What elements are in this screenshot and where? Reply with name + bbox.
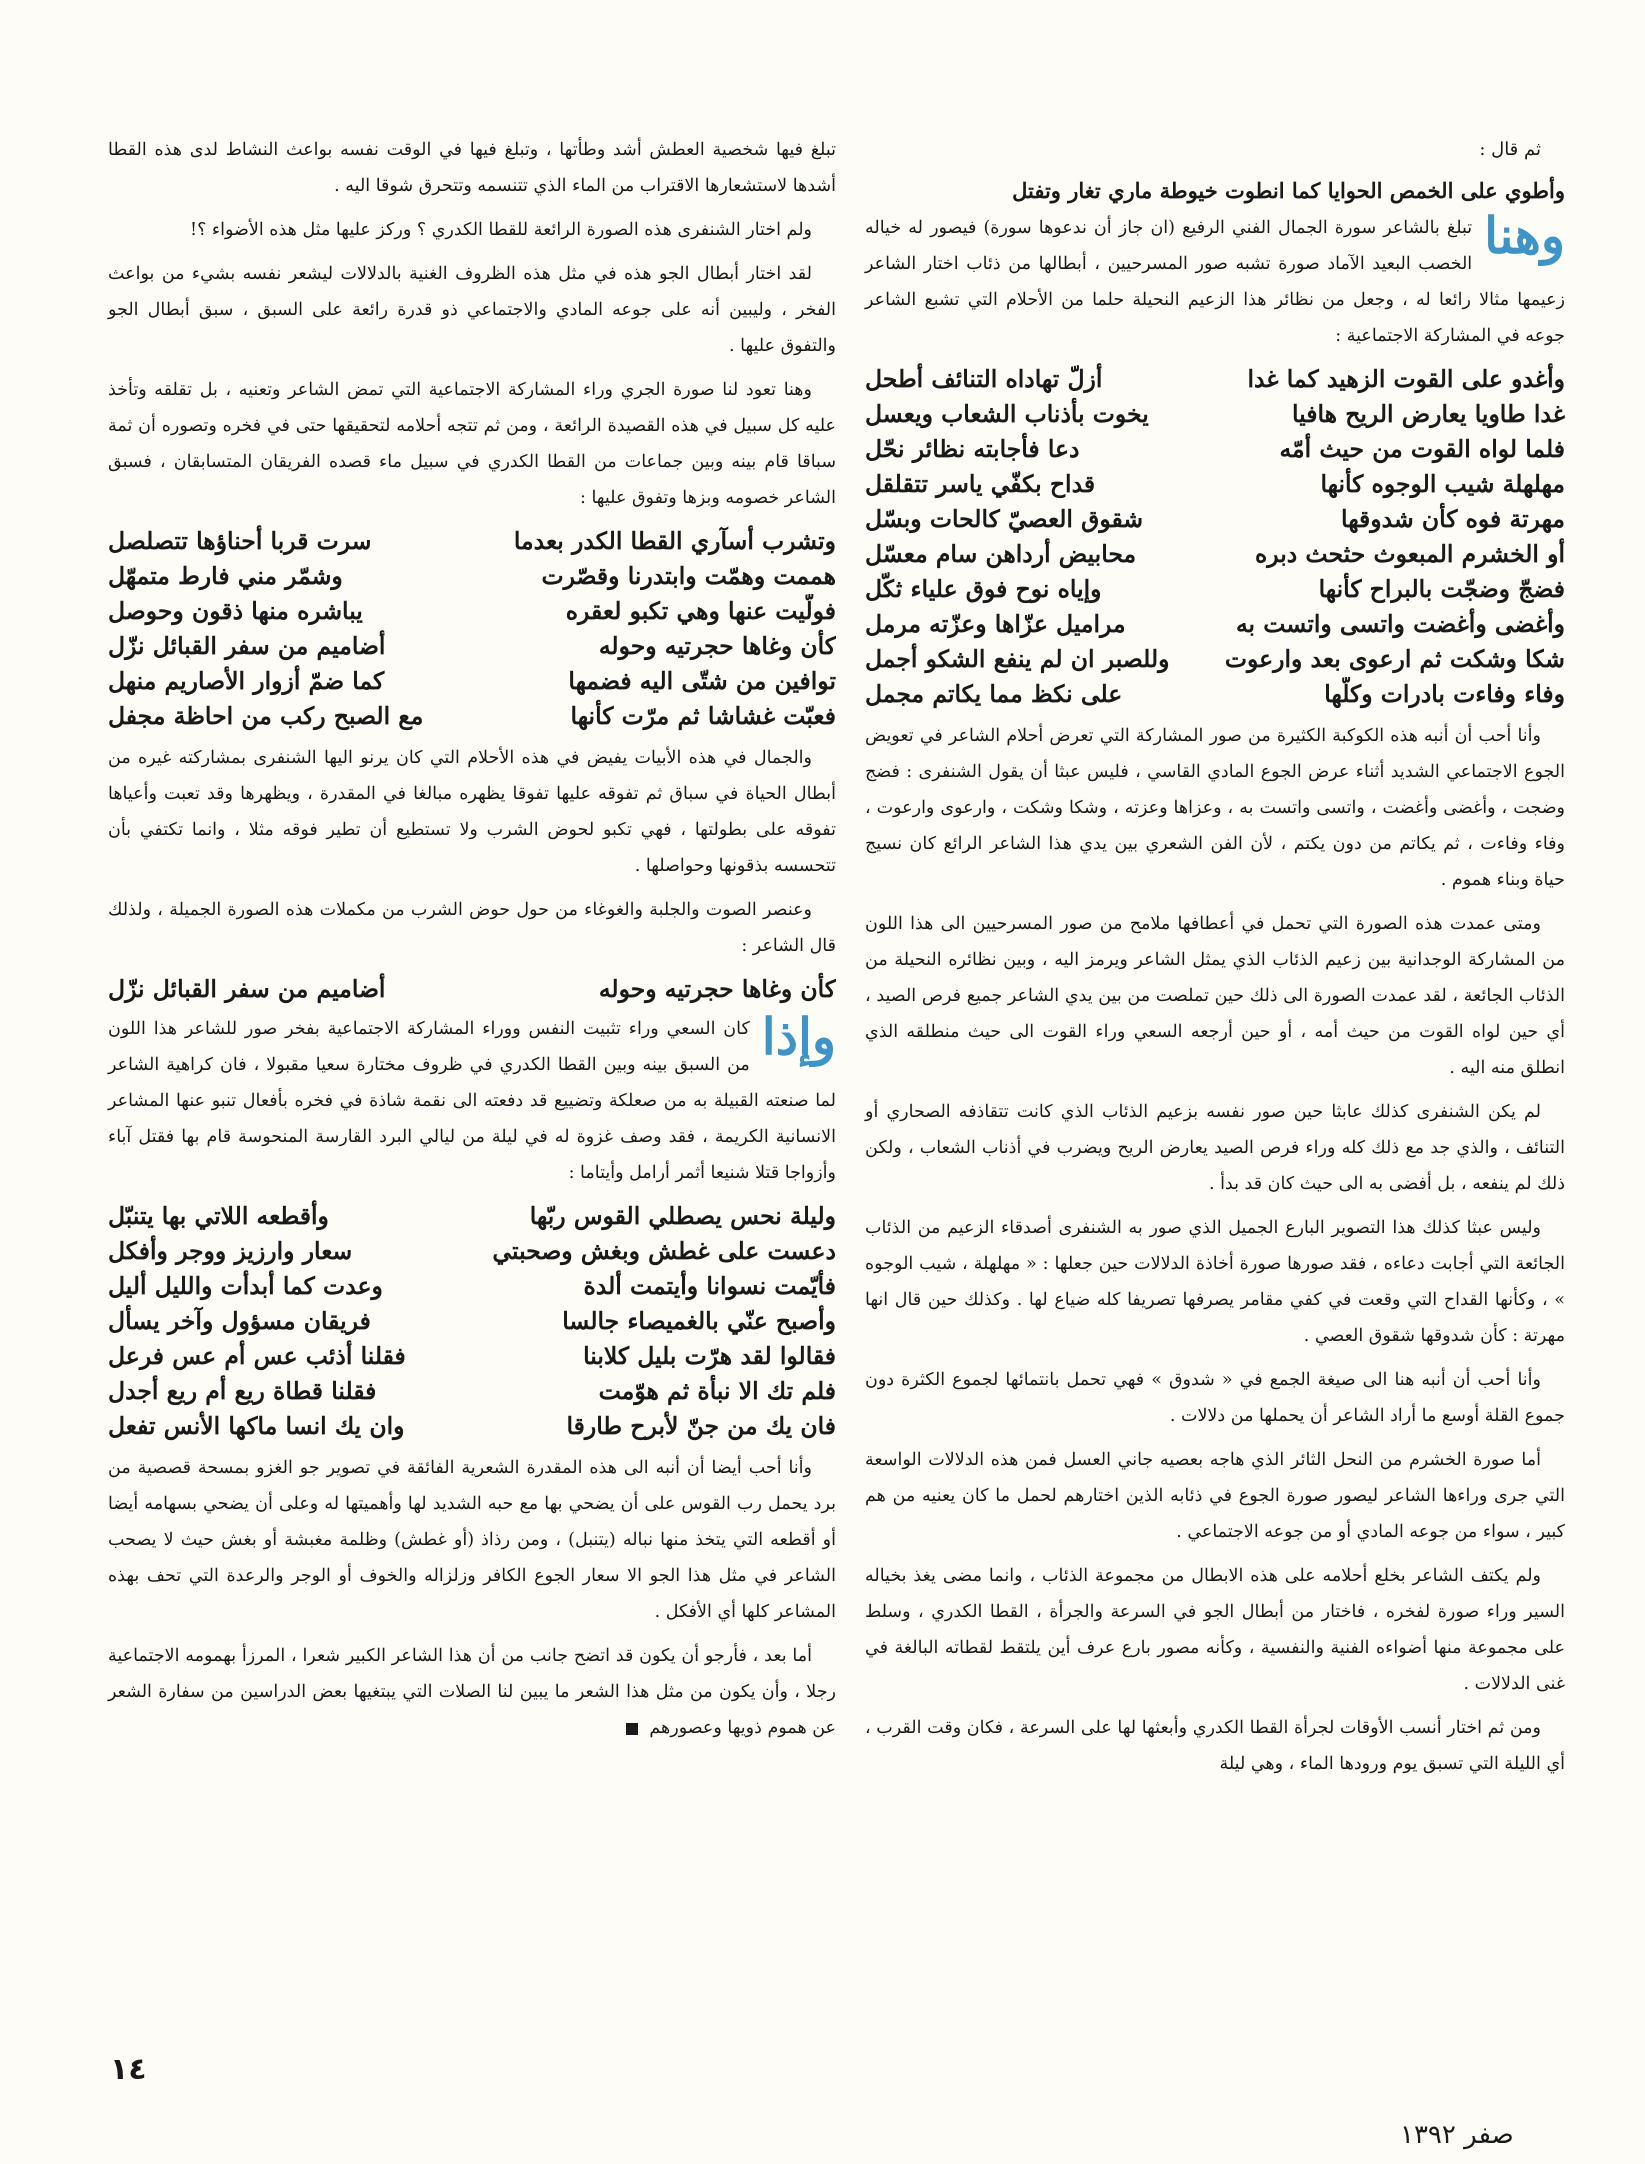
- paragraph: والجمال في هذه الأبيات يفيض في هذه الأحلام التي كان يرنو اليها الشنفرى بمشاركته غيره من أبطال الحياة في سباق ثم تفوقه عليها تفوقا يظهره مبالغا في المقدرة ، ويظهرها وقد تعبت وأعياها تفوقه على بطولتها ، فهي تكبو لحوض الشرب ولا تستطيع أن تطير فوقه مثلا ، وانما تكتفي بأن تتحسسه بذقونها وحواصلها .: [108, 748, 836, 876]
- intro-text: ثم قال :: [1479, 139, 1541, 160]
- poem-verse: [865, 607, 1565, 642]
- hemistich-first: فقالوا لقد هرّت بليل كلابنا: [583, 1342, 836, 1370]
- end-mark-icon: [626, 1723, 638, 1735]
- paragraph: وأنا أحب أن أنبه هذه الكوكبة الكثيرة من صور المشاركة التي تعرض أحلام الشاعر في تعويض الجوع الاجتماعي الشديد أثناء عرض الجوع المادي القاسي ، فليس عبثا أن يقول الشنفرى : فضج وضجت ، وأغضى وأغضت ، واتسى واتست به ، وعزاها وعزته ، وشكا وشكت ، وارعوى وارعوت ، وفاء وفاءت ، ثم يكاتم من دون يكتم ، لأن الفن الشعري بين يدي هذا الشاعر الرائع كان نسيج حياة وبناء هموم .: [865, 726, 1565, 890]
- hemistich-second: وللصبر ان لم ينفع الشكو أجمل: [865, 645, 1170, 673]
- quoted-verse: [108, 972, 836, 1007]
- paragraph: وأنا أحب أن أنبه هنا الى صيغة الجمع في « شدوق » فهي تحمل بانتمائها لجموع الكثرة دون جموع القلة أوسع ما أراد الشاعر أن يحملها من دلالات .: [865, 1370, 1565, 1426]
- poem-verse: [865, 642, 1565, 677]
- hemistich-second: أضاميم من سفر القبائل نزّل: [108, 632, 386, 660]
- poem-verse: [108, 629, 836, 664]
- paragraph: وعنصر الصوت والجلبة والغوغاء من حول حوض الشرب من مكملات هذه الصورة الجميلة ، ولذلك قال الشاعر :: [108, 900, 836, 956]
- hemistich-first: توافين من شتّى اليه فضمها: [568, 667, 836, 695]
- hemistich-second: يخوت بأذناب الشعاب ويعسل: [865, 400, 1149, 428]
- paragraph: [865, 206, 1565, 354]
- paragraph: ولم اختار الشنفرى هذه الصورة الرائعة للقطا الكدري ؟ وركز عليها مثل هذه الأضواء ؟!: [190, 220, 812, 240]
- hemistich-second: وإياه نوح فوق علياء ثكّل: [865, 575, 1102, 603]
- paragraph: ولم يكتف الشاعر بخلع أحلامه على هذه الابطال من مجموعة الذئاب ، وانما مضى يغذ بخياله السير وراء صورة لفخره ، فاختار من أبطال الجو في السرعة والجرأة ، القطا الكدري ، وسلط على مجموعة منها أضواءه الفنية والنفسية ، وكأنه مصور بارع عرف أين يلتقط لقطاته البالغة في غنى الدلالات .: [865, 1566, 1565, 1694]
- hemistich-second: كما ضمّ أزوار الأصاريم منهل: [108, 667, 385, 695]
- drop-word-wahuna: وهنا: [1484, 206, 1565, 265]
- poem-verse: [865, 537, 1565, 572]
- poem-verse: [108, 594, 836, 629]
- poem-verse: [108, 1234, 836, 1269]
- poem-verse: [108, 1409, 836, 1444]
- poem-verse: [108, 1374, 836, 1409]
- drop-word-wa-itha: وإذا: [761, 1007, 836, 1066]
- poem-verse: [865, 502, 1565, 537]
- hemistich-first: فضجّ وضجّت بالبراح كأنها: [1318, 575, 1565, 603]
- hemistich-first: وفاء وفاءت بادرات وكلّها: [1324, 680, 1565, 708]
- paragraph-text: كان السعي وراء تثبيت النفس ووراء المشاركة الاجتماعية بفخر صور للشاعر هذا اللون من السبق بينه وبين القطا الكدري في ظروف مختارة سعيا مقبولا ، فان كراهية الشاعر لما صنعته القبيلة به من صعلكة وتضييع قد دفعته الى نقمة شاذة في فخره بأفعال تنبو عنها المشاعر الانسانية الكريمة ، فقد وصف غزوة له في ليلة من ليالي البرد القارسة المنحوسة قام بها فقتل آباء وأزواجا قتلا شنيعا أثمر أرامل وأيتاما :: [108, 1019, 836, 1183]
- poem-verse: [108, 559, 836, 594]
- poem-verse: [108, 1304, 836, 1339]
- hemistich-first: أو الخشرم المبعوث حثحث دبره: [1254, 540, 1565, 568]
- hemistich-first: فلم تك الا نبأة ثم هوّمت: [598, 1377, 836, 1405]
- poem-ghazwa: [108, 1199, 836, 1444]
- paragraph: أما صورة الخشرم من النحل الثائر الذي هاجه بعصيه جاني العسل فمن هذه الدلالات الواسعة التي جرى وراءها الشاعر ليصور صورة الجوع في ذئابه الذين اختارهم لحمل ما كان يعنيه من هم كبير ، سواء من جوعه المادي أو من جوعه الاجتماعي .: [865, 1450, 1565, 1542]
- poem-dhiab: [865, 362, 1565, 712]
- hemistich-first: مهرتة فوه كأن شدوقها: [1341, 505, 1565, 533]
- poem-verse: [865, 432, 1565, 467]
- hemistich-second: فريقان مسؤول وآخر يسأل: [108, 1307, 371, 1335]
- hemistich-second: فقلنا قطاة ريع أم ريع أجدل: [108, 1377, 377, 1405]
- hemistich-first: فعبّت غشاشا ثم مرّت كأنها: [570, 702, 836, 730]
- hemistich-first: فأيّمت نسوانا وأيتمت ألدة: [583, 1272, 836, 1300]
- poem-verse: [865, 397, 1565, 432]
- right-column: [865, 132, 1565, 1790]
- paragraph: [108, 1007, 836, 1191]
- hemistich-first: وأغدو على القوت الزهيد كما غدا: [1247, 365, 1565, 393]
- hemistich-first: وتشرب أسآري القطا الكدر بعدما: [513, 527, 836, 555]
- hemistich-first: وليلة نحس يصطلي القوس ربّها: [529, 1202, 836, 1230]
- paragraph: لقد اختار أبطال الجو هذه في مثل هذه الظروف الغنية بالدلالات ليشعر نفسه بشيء من بواعث الفخر ، وليبين أنه على جوعه المادي والاجتماعي ذو قدرة رائعة على السبق ، سبق أبطال الجو والتفوق عليها .: [108, 264, 836, 356]
- hemistich-second: أضاميم من سفر القبائل نزّل: [108, 975, 386, 1003]
- hemistich-second: يباشره منها ذقون وحوصل: [108, 597, 363, 625]
- hemistich-first: مهلهلة شيب الوجوه كأنها: [1320, 470, 1565, 498]
- hemistich-first: فولّيت عنها وهي تكبو لعقره: [565, 597, 836, 625]
- poem-qata: [108, 524, 836, 734]
- hemistich-second: سرت قربا أحناؤها تتصلصل: [108, 527, 372, 555]
- hemistich-first: دعست على غطش وبغش وصحبتي: [492, 1237, 836, 1265]
- verse-line: وأطوي على الخمص الحوايا كما انطوت خيوطة ماري تغار وتفتل: [1012, 178, 1565, 203]
- poem-verse: [865, 677, 1565, 712]
- hemistich-second: مراميل عزّاها وعزّته مرمل: [865, 610, 1126, 638]
- paragraph: وهنا تعود لنا صورة الجري وراء المشاركة الاجتماعية التي تمض الشاعر وتعنيه ، بل تقلقه وتأخذ عليه كل سبيل في هذه القصيدة الرائعة ، ومن ثم تتجه أحلامه لتحقيقها حتى في فخره وتصوره أن ثمة سباقا قام بينه وبين جماعات من القطا الكدري في سبيل ماء قصده الفريقان المتسابقان ، فسبق الشاعر خصومه وبزها وتفوق عليها :: [108, 380, 836, 508]
- hemistich-second: مع الصبح ركب من احاظة مجفل: [108, 702, 424, 730]
- poem-verse: [865, 362, 1565, 397]
- hemistich-second: قداح بكفّي ياسر تتقلقل: [865, 470, 1096, 498]
- paragraph: ومن ثم اختار أنسب الأوقات لجرأة القطا الكدري وأبعثها لها على السرعة ، فكان وقت القرب ، أي الليلة التي تسبق يوم ورودها الماء ، وهي ليلة: [865, 1718, 1565, 1774]
- issue-date: صفر ١٣٩٢: [1400, 2120, 1514, 2150]
- poem-verse: [108, 1199, 836, 1234]
- poem-verse: [108, 1339, 836, 1374]
- paragraph: وليس عبثا كذلك هذا التصوير البارع الجميل الذي صور به الشنفرى أصدقاء الزعيم من الذئاب الجائعة التي أجابت دعاءه ، فقد صورها صورة أخاذة الدلالات حين جعلها : « مهلهلة ، شيب الوجوه » ، وكأنها القداح التي وقعت في كفي مقامر يصرفها تصريفا كله ضياع لها . وكذلك حين قال انها مهرتة : كأن شدوقها شقوق العصي .: [865, 1218, 1565, 1346]
- hemistich-first: شكا وشكت ثم ارعوى بعد وارعوت: [1224, 645, 1565, 673]
- paragraph: لم يكن الشنفرى كذلك عابثا حين صور نفسه بزعيم الذئاب الذي كانت تتقاذفه الصحاري أو التنائف ، والذي جد مع ذلك كله وراء فرص الصيد يعارض الريح ويضرب في أذناب الشعاب ، ولكن ذلك لم ينفعه ، بل أفضى به الى حيث كان قد بدأ .: [865, 1102, 1565, 1194]
- hemistich-first: وأغضى وأغضت واتسى واتست به: [1235, 610, 1565, 638]
- hemistich-first: هممت وهمّت وابتدرنا وقصّرت: [541, 562, 836, 590]
- paragraph-text: تبلغ بالشاعر سورة الجمال الفني الرفيع (ان جاز أن ندعوها سورة) فيصور له خياله الخصب البعيد الآماد صورة تشبه صور المسرحيين ، أبطالها من ذئاب اختار الشاعر زعيمها مثالا رائعا له ، وجعل من نظائر هذا الزعيم النحيلة حلما من الأحلام التي تشبع الشاعر جوعه في المشاركة الاجتماعية :: [865, 218, 1565, 346]
- paragraph: تبلغ فيها شخصية العطش أشد وطأتها ، وتبلغ فيها في الوقت نفسه بواعث النشاط لدى هذه القطا أشدها لاستشعارها الاقتراب من الماء الذي تتنسمه وتتحرق شوقا اليه .: [108, 140, 836, 196]
- hemistich-second: محابيض أرداهن سام معسّل: [865, 540, 1137, 568]
- hemistich-second: وشمّر مني فارط متمهّل: [108, 562, 343, 590]
- paragraph-text: أما بعد ، فأرجو أن يكون قد اتضح جانب من أن هذا الشاعر الكبير شعرا ، المرزأ بهمومه الاجتماعية رجلا ، وأن يكون من مثل هذا الشعر ما يبين لنا الصلات التي يبتغيها بعض الدراسين من سفارة الشعر عن هموم ذويها وعصورهم: [108, 1646, 836, 1738]
- paragraph: ومتى عمدت هذه الصورة التي تحمل في أعطافها ملامح من صور المسرحيين الى هذا اللون من المشاركة الوجدانية بين زعيم الذئاب الذي يمثل الشاعر ويرمز اليه ، وبين نظائره النحيلة من الذئاب الجائعة ، لقد عمدت الصورة الى ذلك حين تملصت من بين يدي الشاعر جميع فرص الصيد ، أي حين لواه القوت من حيث أمه ، أو حين أرجعه السعي وراء القوت الى حيث منطلقه الذي انطلق منه اليه .: [865, 914, 1565, 1078]
- hemistich-first: فلما لواه القوت من حيث أمّه: [1279, 435, 1565, 463]
- hemistich-first: غدا طاويا يعارض الريح هافيا: [1292, 400, 1565, 428]
- hemistich-second: وعدت كما أبدأت والليل أليل: [108, 1272, 383, 1300]
- hemistich-first: كأن وغاها حجرتيه وحوله: [598, 632, 836, 660]
- hemistich-second: فقلنا أذئب عس أم عس فرعل: [108, 1342, 406, 1370]
- poem-verse: [865, 572, 1565, 607]
- poem-verse: [108, 664, 836, 699]
- poem-verse: [108, 524, 836, 559]
- hemistich-second: دعا فأجابته نظائر نحّل: [865, 435, 1080, 463]
- hemistich-second: وأقطعه اللاتي بها يتنبّل: [108, 1202, 329, 1230]
- paragraph: وأنا أحب أيضا أن أنبه الى هذه المقدرة الشعرية الفائقة في تصوير جو الغزو بمسحة قصصية من برد يحمل رب القوس على أن يضحي بها مع حبه الشديد لها وأهميتها له وعلى أن يضحي بسهامه أيضا أو أقطعه التي يتخذ منها نباله (يتنبل) ، ومن رذاذ (أو غطش) وظلمة مغبشة أو بغش حيث لا يصحب الشاعر في مثل هذا الجو الا سعار الجوع الكافر وزلزاله والخوف أو الوجر والرعدة التي تحف بهذه المشاعر كلها أي الأفكل .: [108, 1458, 836, 1622]
- page-number: ١٤: [110, 2052, 147, 2087]
- poem-verse: [865, 467, 1565, 502]
- hemistich-second: على نكظ مما يكاتم مجمل: [865, 680, 1123, 708]
- left-column: [108, 132, 836, 1754]
- hemistich-first: فان يك من جنّ لأبرح طارقا: [566, 1412, 836, 1440]
- hemistich-first: كأن وغاها حجرتيه وحوله: [598, 975, 836, 1003]
- hemistich-first: وأصبح عنّي بالغميصاء جالسا: [562, 1307, 836, 1335]
- poem-verse: [108, 699, 836, 734]
- hemistich-second: شقوق العصيّ كالحات وبسّل: [865, 505, 1144, 533]
- hemistich-second: وان يك انسا ماكها الأنس تفعل: [108, 1412, 405, 1440]
- poem-verse: [108, 1269, 836, 1304]
- hemistich-second: أزلّ تهاداه التنائف أطحل: [865, 365, 1103, 393]
- paragraph: [108, 1638, 836, 1746]
- hemistich-second: سعار وارزيز ووجر وأفكل: [108, 1237, 353, 1265]
